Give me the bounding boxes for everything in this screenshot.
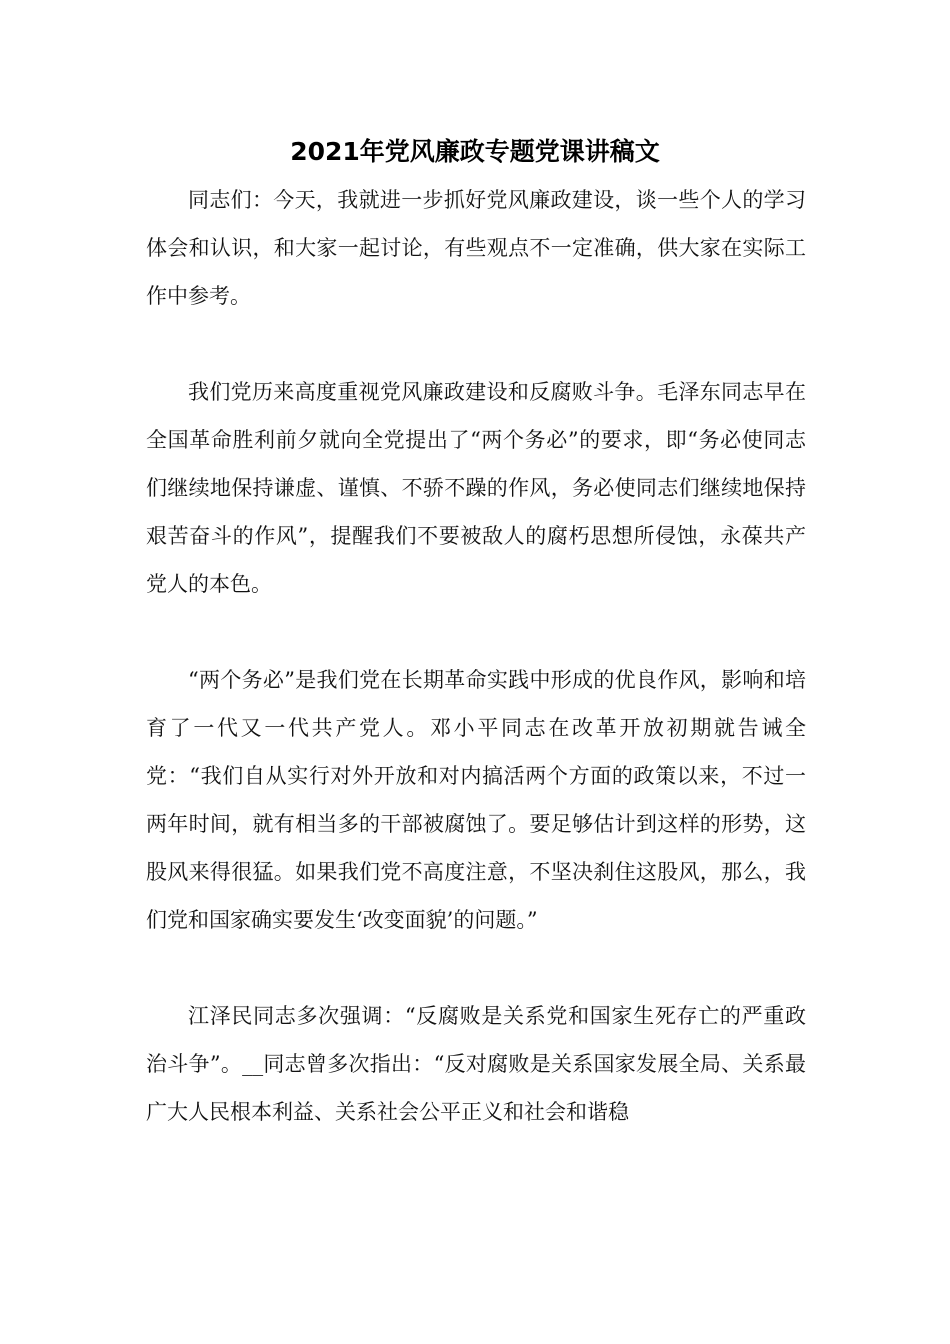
paragraph-2: 我们党历来高度重视党风廉政建设和反腐败斗争。毛泽东同志早在全国革命胜利前夕就向全党提出了“两个务必”的要求，即“务必使同志们继续地保持谦虚、谨慎、不骄不躁的作风，务必使同志们继续地保持艰苦奋斗的作风”，提醒我们不要被敌人的腐朽思想所侵蚀，永葆共产党人的本色。 [146, 380, 806, 596]
paragraph-4: 江泽民同志多次强调：“反腐败是关系党和国家生死存亡的严重政治斗争”。__同志曾多次指出：“反对腐败是关系国家发展全局、关系最广大人民根本利益、关系社会公平正义和社会和谐稳 [146, 1004, 806, 1124]
paragraph-3: “两个务必”是我们党在长期革命实践中形成的优良作风，影响和培育了一代又一代共产党人。邓小平同志在改革开放初期就告诫全党：“我们自从实行对外开放和对内搞活两个方面的政策以来，不过一两年时间，就有相当多的干部被腐蚀了。要足够估计到这样的形势，这股风来得很猛。如果我们党不高度注意，不坚决刹住这股风，那么，我们党和国家确实要发生‘改变面貌’的问题。” [146, 668, 806, 932]
document-body [146, 176, 806, 1136]
paragraph-spacer [146, 944, 806, 992]
paragraph-spacer [146, 608, 806, 656]
document-title: 2021年党风廉政专题党课讲稿文 [290, 137, 660, 166]
paragraph-spacer [146, 320, 806, 368]
paragraph-1: 同志们：今天，我就进一步抓好党风廉政建设，谈一些个人的学习体会和认识，和大家一起讨论，有些观点不一定准确，供大家在实际工作中参考。 [146, 188, 806, 308]
